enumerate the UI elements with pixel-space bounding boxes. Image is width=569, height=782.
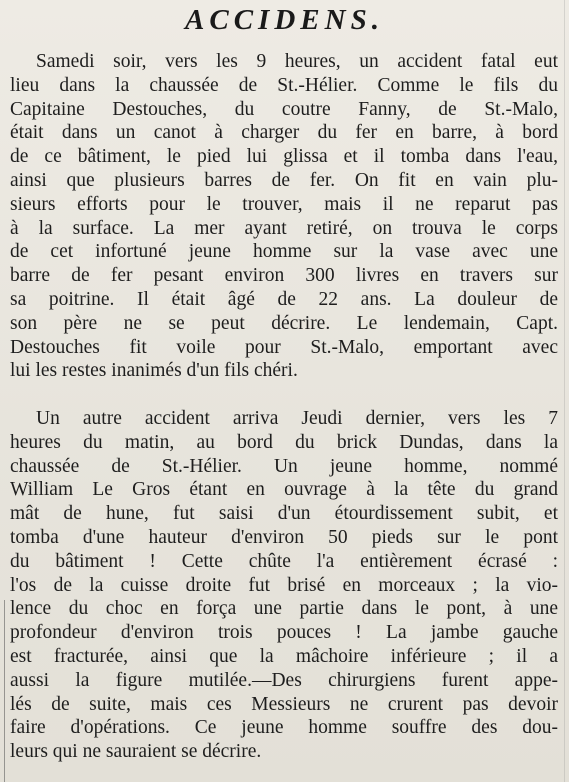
article-1-line: Destouches fit voile pour St.-Malo, emportant avec	[10, 336, 558, 358]
article-2-line: William Le Gros étant en ouvrage à la tête du grand	[10, 479, 558, 501]
article-2-line: est fracturée, ainsi que la mâchoire inférieure ; il a	[10, 645, 558, 667]
article-2-line: profondeur d'environ trois pouces ! La jambe gauche	[10, 622, 558, 644]
article-2-line: Un autre accident arriva Jeudi dernier, vers les 7	[36, 408, 558, 429]
article-2-line: l'os de la cuisse droite fut brisé en morceaux ; la vio-	[10, 574, 558, 596]
section-heading: ACCIDENS.	[185, 4, 384, 36]
article-2-line: lence du choc en força une partie dans le pont, à une	[10, 598, 558, 620]
article-1-line: de cet infortuné jeune homme sur la vase avec une	[10, 241, 558, 263]
article-1-line: de ce bâtiment, le pied lui glissa et il tomba dans l'eau,	[10, 146, 558, 168]
article-2-line: chaussée de St.-Hélier. Un jeune homme, nommé	[10, 455, 558, 477]
article-1-line: à la surface. La mer ayant retiré, on trouva le corps	[10, 217, 558, 239]
article-1-line: lieu dans la chaussée de St.-Hélier. Comme le fils du	[10, 74, 558, 96]
article-1-line: lui les restes inanimés d'un fils chéri.	[10, 360, 298, 382]
article-1-line: ainsi que plusieurs barres de fer. On fit en vain plu-	[10, 169, 558, 191]
article-1-line: Samedi soir, vers les 9 heures, un accident fatal eut	[36, 51, 558, 72]
column-rule-right	[564, 0, 565, 782]
article-2-line: leurs qui ne sauraient se décrire.	[10, 741, 262, 763]
article-2-line: aussi la figure mutilée.—Des chirurgiens furent appe-	[10, 669, 558, 691]
article-1-line: Capitaine Destouches, du coutre Fanny, de St.-Malo,	[10, 98, 558, 120]
article-2-line: heures du matin, au bord du brick Dundas, dans la	[10, 431, 558, 453]
article-2-line: mât de hune, fut saisi d'un étourdissement subit, et	[10, 503, 558, 525]
article-1-line: sa poitrine. Il était âgé de 22 ans. La douleur de	[10, 288, 558, 310]
article-1-line: son père ne se peut décrire. Le lendemain, Capt.	[10, 312, 558, 334]
article-1-line: sieurs efforts pour le trouver, mais il ne reparut pas	[10, 193, 558, 215]
article-2-line: faire d'opérations. Ce jeune homme souffre des dou-	[10, 717, 558, 739]
article-1-line: barre de fer pesant environ 300 livres en travers sur	[10, 265, 558, 287]
article-2-line: du bâtiment ! Cette chûte l'a entièrement écrasé :	[10, 550, 558, 572]
article-2-line: lés de suite, mais ces Messieurs ne crurent pas devoir	[10, 693, 558, 715]
article-2	[10, 407, 558, 764]
article-1-line: était dans un canot à charger du fer en barre, à bord	[10, 122, 558, 144]
article-1	[10, 50, 558, 383]
article-2-line: tomba d'une hauteur d'environ 50 pieds sur le pont	[10, 526, 558, 548]
column-rule-left	[4, 600, 5, 782]
